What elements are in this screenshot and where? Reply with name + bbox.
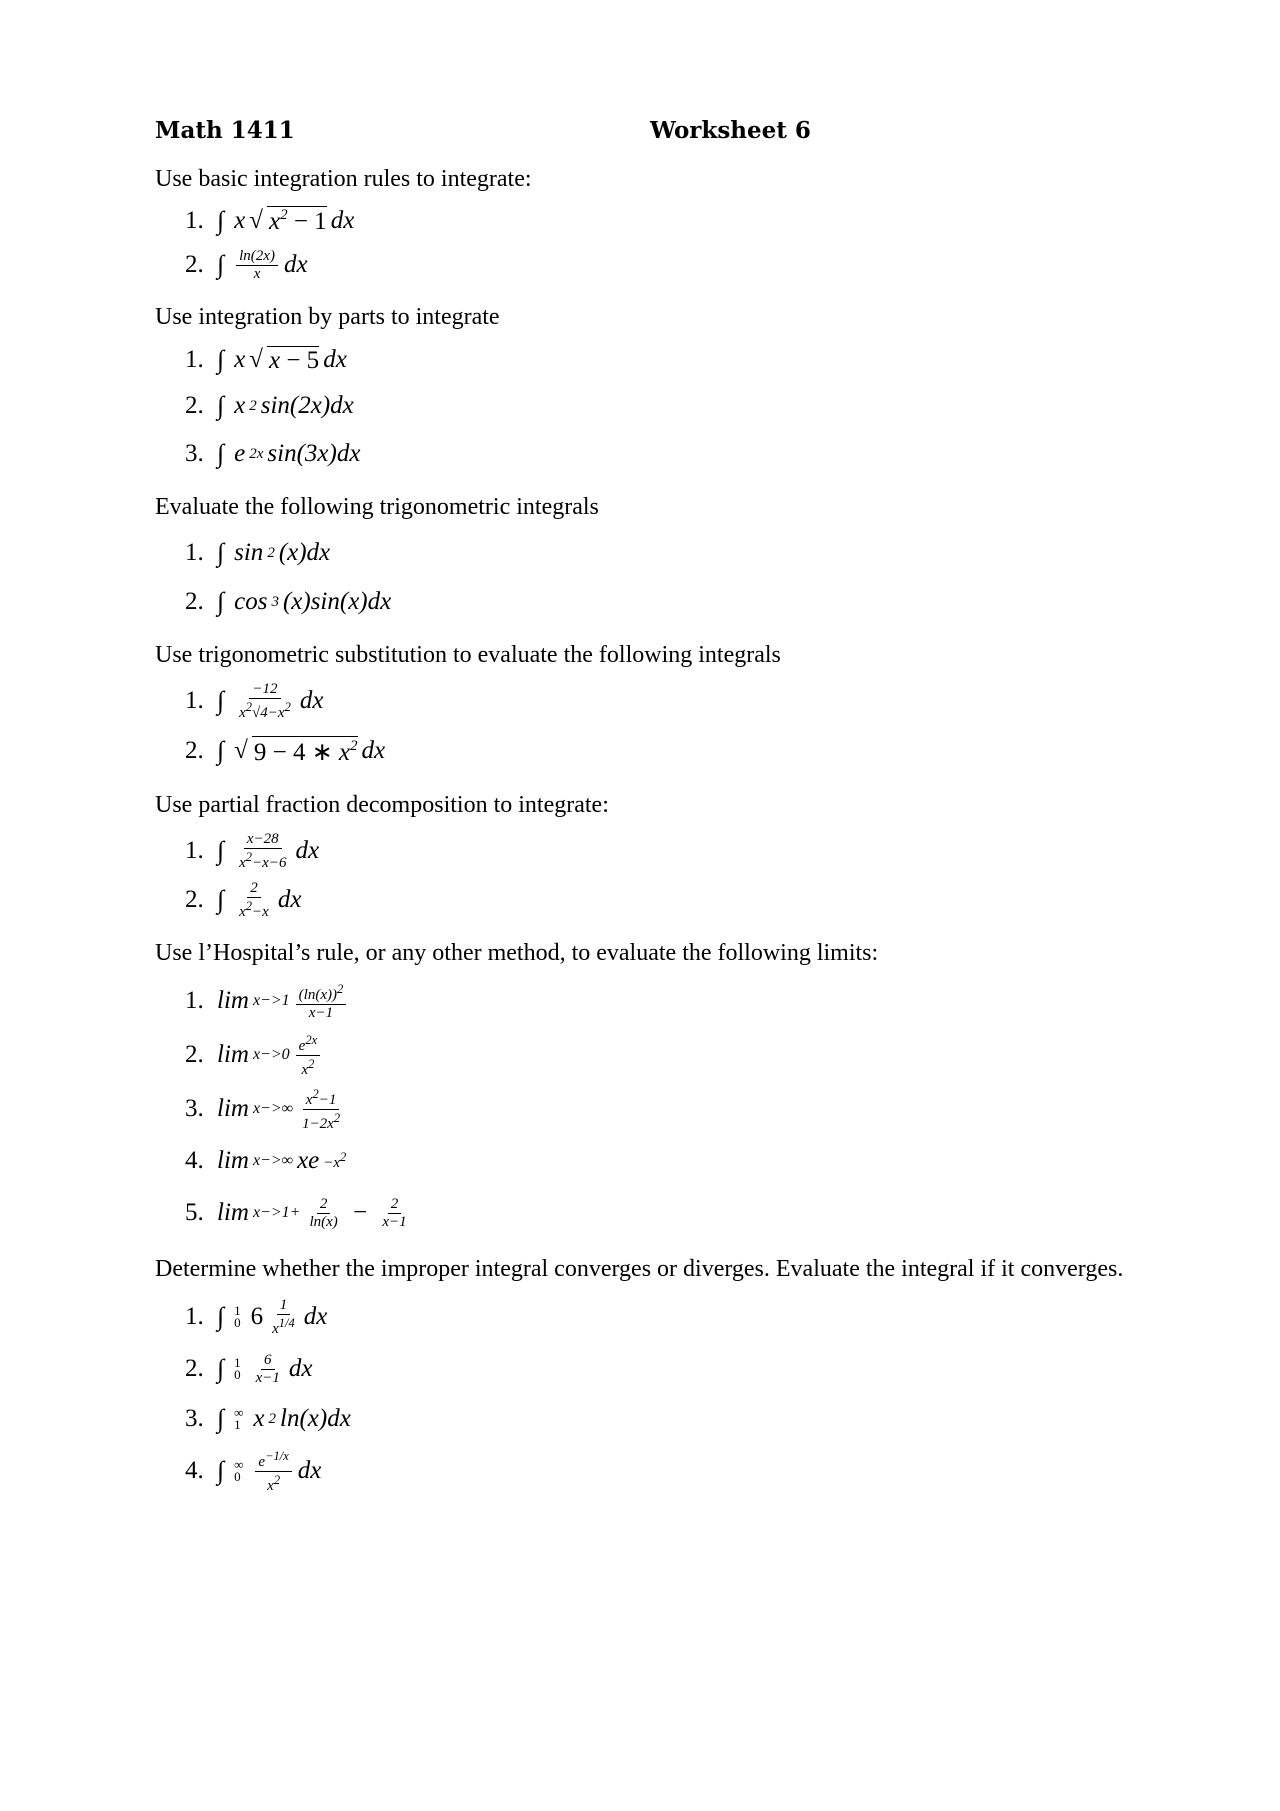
- problem-1-2: 2. ∫ $\frac{\ln(2x)}{x}$ dx: [185, 247, 308, 282]
- header: [155, 110, 1165, 150]
- worksheet-title: Worksheet 6: [650, 116, 811, 144]
- section-1-intro: Use basic integration rules to integrate:: [155, 166, 532, 192]
- problem-6-2: 2. lim x−>0 $\frac{e^{2x}}{x^2}$: [185, 1028, 1165, 1082]
- course-label: Math 1411: [155, 116, 295, 144]
- problem-6-5: 5. lim x−>1+ $\frac{2}{\ln(x)}$ − $\frac{2}{x-1}$: [185, 1195, 407, 1230]
- problem-7-2: 2. ∫ 1 0 $\frac{6}{x-1}$ dx: [185, 1351, 313, 1386]
- problem-4-2: 2. ∫ √ 9 − 4 ∗ $x^2$ dx: [185, 736, 386, 766]
- problem-3-1: 1. ∫ sin 2 (x)dx: [185, 538, 331, 567]
- section-5-intro: Use partial fraction decomposition to integrate:: [155, 792, 609, 818]
- problem-4-1: 1. ∫ $\frac{-12}{x^2√4-x^2}$ dx: [185, 680, 324, 721]
- problem-1-1: 1. ∫ x √ $x^2 - 1$ dx: [185, 206, 355, 235]
- section-4-intro: Use trigonometric substitution to evaluate the following integrals: [155, 642, 781, 668]
- problem-7-3: 3. ∫ ∞ 1 x 2 ln(x)dx: [185, 1404, 351, 1433]
- problem-7-4: 4. ∫ ∞ 0 $\frac{e^{-1/x}}{x^2}$ dx: [185, 1448, 322, 1494]
- section-2-intro: Use integration by parts to integrate: [155, 304, 500, 330]
- problem-2-3: 3. ∫ e 2x sin(3x)dx: [185, 439, 361, 468]
- section-3-intro: Evaluate the following trigonometric integrals: [155, 494, 599, 520]
- problem-6-3: 3. lim x−>∞ $\frac{x^2-1}{1-2x^2}$: [185, 1086, 341, 1132]
- problem-5-1: 1. ∫ $\frac{x-28}{x^2-x-6}$ dx: [185, 830, 320, 871]
- section-6-intro: Use l’Hospital’s rule, or any other method, to evaluate the following limits:: [155, 940, 879, 966]
- problem-7-1: 1. ∫ 1 0 6 $\frac{1}{x^{1/4}}$ dx: [185, 1296, 328, 1337]
- problem-2-1: 1. ∫ x √ x − 5 dx: [185, 345, 347, 374]
- problem-6-4: 4. lim x−>∞ xe $-x^2$: [185, 1147, 347, 1174]
- problem-3-2: 2. ∫ cos 3 (x)sin(x)dx: [185, 587, 392, 616]
- section-7-intro: Determine whether the improper integral converges or diverges. Evaluate the integral if it converges.: [155, 1256, 1124, 1282]
- problem-6-1: 1. lim x−>1 $\frac{(\ln(x))^2}{x-1}$: [185, 974, 1165, 1028]
- problem-2-2: 2. ∫ x 2 sin(2x)dx: [185, 391, 354, 420]
- problem-5-2: 2. ∫ $\frac{2}{x^2-x}$ dx: [185, 879, 302, 920]
- worksheet-page: [155, 110, 1165, 1498]
